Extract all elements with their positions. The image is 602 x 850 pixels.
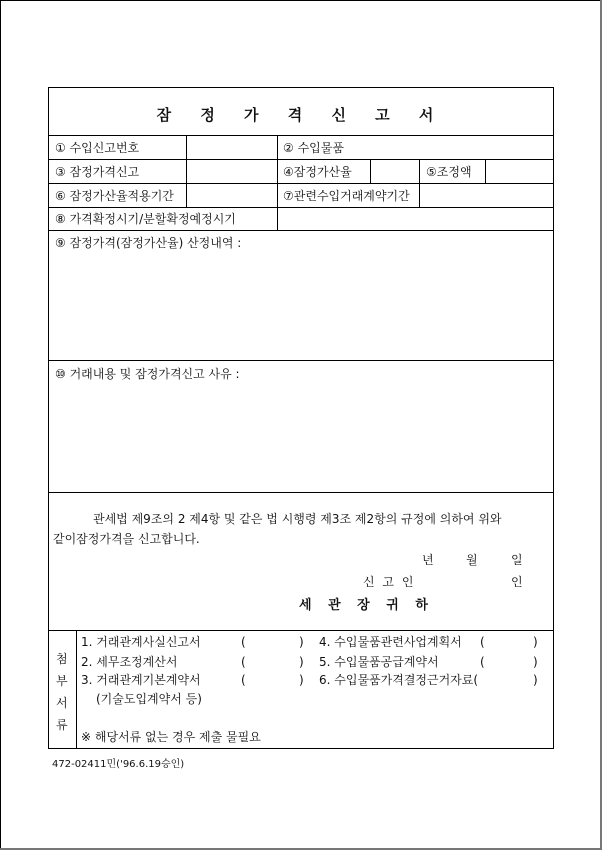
row-divider [49,207,553,208]
attachment-item-2: 2. 세무조정계산서 [81,655,178,669]
attachment-item-2-paren-open: ( [241,655,246,669]
row-divider [49,159,553,160]
attachment-item-1-paren-close: ) [299,635,304,649]
row-divider [49,230,553,231]
row-divider [49,183,553,184]
attachments-divider [76,630,77,748]
row-divider [49,492,553,493]
attachment-item-3-paren-close: ) [299,673,304,687]
col-divider [419,159,420,183]
date-month-label: 월 [466,553,478,567]
col-divider [186,135,187,207]
attachment-item-5-paren-open: ( [480,655,485,669]
seal-label: 인 [511,575,523,589]
col-divider [277,135,278,231]
attachment-item-5-paren-close: ) [533,655,538,669]
form-code-footer: 472-02411민('96.6.19승인) [52,759,185,770]
declaration-text-line-2: 같이잠정가격을 신고합니다. [53,532,200,546]
attachment-item-2-paren-close: ) [299,655,304,669]
field-provisional-addition-rate: ④잠정가산율 [283,165,352,179]
declaration-text-line-1: 관세법 제9조의 2 제4항 및 같은 법 시행령 제3조 제2항의 규정에 의하여 위와 [93,512,502,526]
attachment-item-3-extra: (기술도입계약서 등) [96,692,202,706]
attachment-item-6-paren-close: ) [533,673,538,687]
attachments-note: ※ 해당서류 없는 경우 제출 물필요 [81,730,261,744]
field-price-calculation-details: ⑨ 잠정가격(잠정가산율) 산정내역 : [55,236,242,250]
col-divider [485,159,486,183]
page-border-left [0,0,1,850]
attachments-label-char: 서 [56,696,68,710]
attachment-item-4: 4. 수입물품관련사업계획서 [319,635,462,649]
field-import-declaration-number: ① 수입신고번호 [55,141,140,155]
attachment-item-3: 3. 거래관계기본계약서 [81,673,201,687]
form-title: 잠 정 가 격 신 고 서 [156,106,446,124]
field-price-determination-time: ⑧ 가격확정시기/분할확정예정시기 [55,212,236,226]
attachment-item-4-paren-open: ( [480,635,485,649]
field-rate-application-period: ⑥ 잠정가산율적용기간 [55,189,174,203]
page-border-top [0,0,602,1]
reporter-label: 신 고 인 [363,575,416,589]
field-transaction-reason: ⑩ 거래내용 및 잠정가격신고 사유 : [55,367,240,381]
attachment-item-1-paren-open: ( [241,635,246,649]
field-imported-goods: ② 수입물품 [283,141,344,155]
col-divider [419,183,420,207]
attachments-label-char: 류 [56,718,68,732]
field-provisional-price: ③ 잠정가격신고 [55,165,140,179]
attachment-item-1: 1. 거래관계사실신고서 [81,635,201,649]
row-divider [49,630,553,631]
date-day-label: 일 [511,553,523,567]
addressee-label: 세 관 장 귀 하 [299,598,434,613]
attachments-label-char: 첨 [56,652,68,666]
attachment-item-3-paren-open: ( [241,673,246,687]
attachments-label-char: 부 [56,674,68,688]
provisional-price-report-form [48,87,554,749]
col-divider [370,159,371,183]
row-divider [49,135,553,136]
row-divider [49,360,553,361]
attachment-item-4-paren-close: ) [533,635,538,649]
field-adjustment-amount: ⑤조정액 [426,165,472,179]
attachment-item-6: 6. 수입물품가격결정근거자료( [319,673,479,687]
field-related-contract-period: ⑦관련수입거래계약기간 [283,189,410,203]
attachment-item-5: 5. 수입물품공급계약서 [319,655,439,669]
date-year-label: 년 [422,553,434,567]
